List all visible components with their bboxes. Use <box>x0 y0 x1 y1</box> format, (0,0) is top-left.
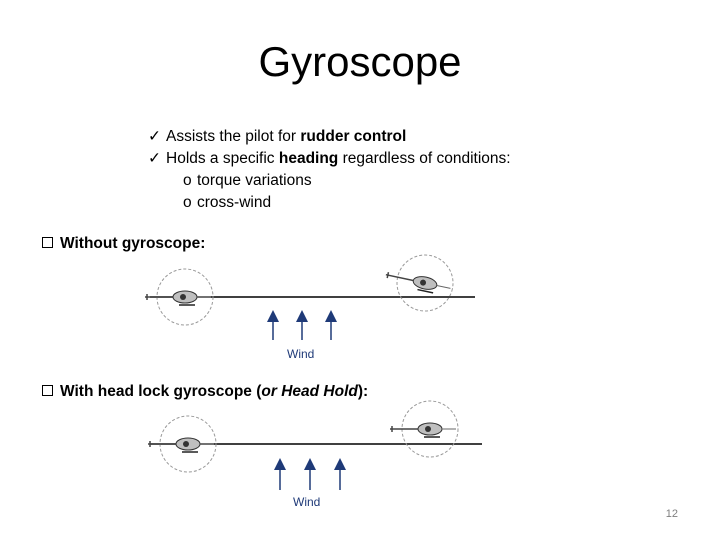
circle-bullet-icon: o <box>183 194 192 211</box>
helicopter-drifted-icon <box>380 247 458 316</box>
wind-label-without: Wind <box>287 347 315 361</box>
heading-with-head-lock: With head lock gyroscope (or Head Hold): <box>42 383 368 401</box>
heading-without-gyroscope: Without gyroscope: <box>42 235 205 253</box>
condition-item-crosswind: o cross-wind <box>183 192 511 214</box>
wind-label-with: Wind <box>293 495 321 509</box>
check-icon: ✓ <box>148 128 161 145</box>
diagram-without-gyroscope <box>145 247 475 340</box>
circle-bullet-icon: o <box>183 172 192 189</box>
feature-item-heading: ✓ Holds a specific heading regardless of conditions: <box>148 148 511 170</box>
page-number: 12 <box>665 508 678 520</box>
slide-title: Gyroscope <box>258 38 462 85</box>
feature-item-rudder: ✓ Assists the pilot for rudder control <box>148 126 511 148</box>
helicopter-start-icon <box>148 416 216 472</box>
helicopter-start-icon <box>145 269 213 325</box>
diagram-with-head-lock <box>148 401 482 490</box>
condition-item-torque: o torque variations <box>183 170 511 192</box>
helicopter-held-icon <box>390 401 458 457</box>
check-icon: ✓ <box>148 150 161 167</box>
